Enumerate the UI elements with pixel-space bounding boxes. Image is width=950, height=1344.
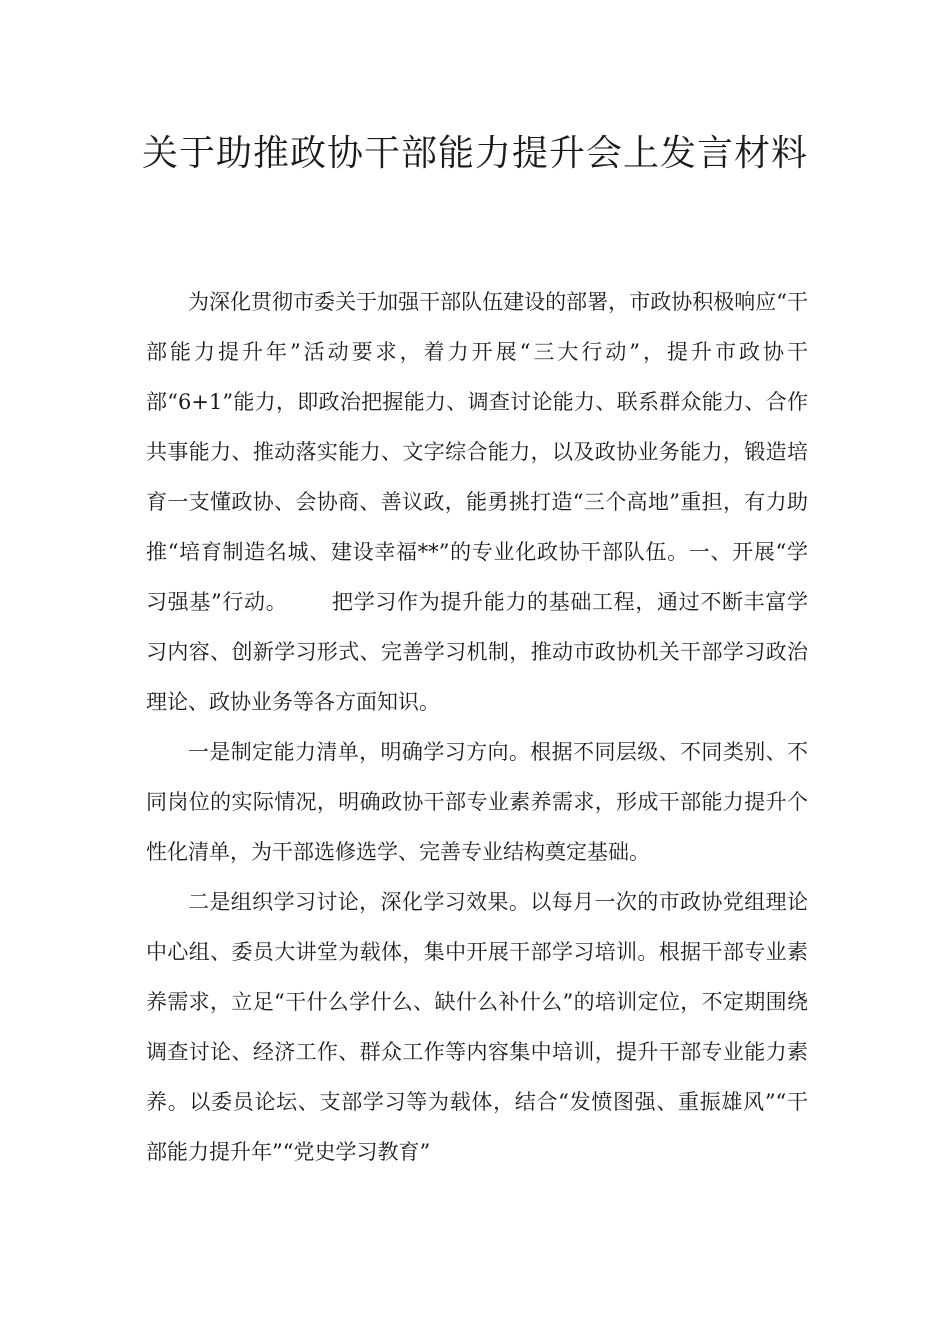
paragraph-study-discussion: 二是组织学习讨论，深化学习效果。以每月一次的市政协党组理论中心组、委员大讲堂为载体，集中开展干部学习培训。根据干部专业素养需求，立足“干什么学什么、缺什么补什么”的培训定位，不定期围绕调查讨论、经济工作、群众工作等内容集中培训，提升干部专业能力素养。以委员论坛、支部学习等为载体，结合“发愤图强、重振雄风”“干部能力提升年”“党史学习教育” xyxy=(146,890,808,1164)
paragraph-ability-list: 一是制定能力清单，明确学习方向。根据不同层级、不同类别、不同岗位的实际情况，明确政协干部专业素养需求，形成干部能力提升个性化清单，为干部选修选学、完善专业结构奠定基础。 xyxy=(146,740,808,864)
paragraph-intro-part1: 为深化贯彻市委关于加强干部队伍建设的部署，市政协积极响应“干部能力提升年”活动要求，着力开展“三大行动”，提升市政协干部“6+1”能力，即政治把握能力、调查讨论能力、联系群众能力、合作共事能力、推动落实能力、文字综合能力，以及政协业务能力，锻造培育一支懂政协、会协商、善议政，能勇挑打造“三个高地”重担，有力助推“培育制造名城、建设幸福**”的专业化政协干部队伍。一、开展“学习强基”行动。 xyxy=(146,290,808,614)
document-body xyxy=(146,277,808,1177)
document-title: 关于助推政协干部能力提升会上发言材料 xyxy=(141,133,808,174)
paragraph-intro xyxy=(146,277,808,727)
paragraph-intro-part2: 把学习作为提升能力的基础工程，通过不断丰富学习内容、创新学习形式、完善学习机制，推动市政协机关干部学习政治理论、政协业务等各方面知识。 xyxy=(146,590,808,714)
